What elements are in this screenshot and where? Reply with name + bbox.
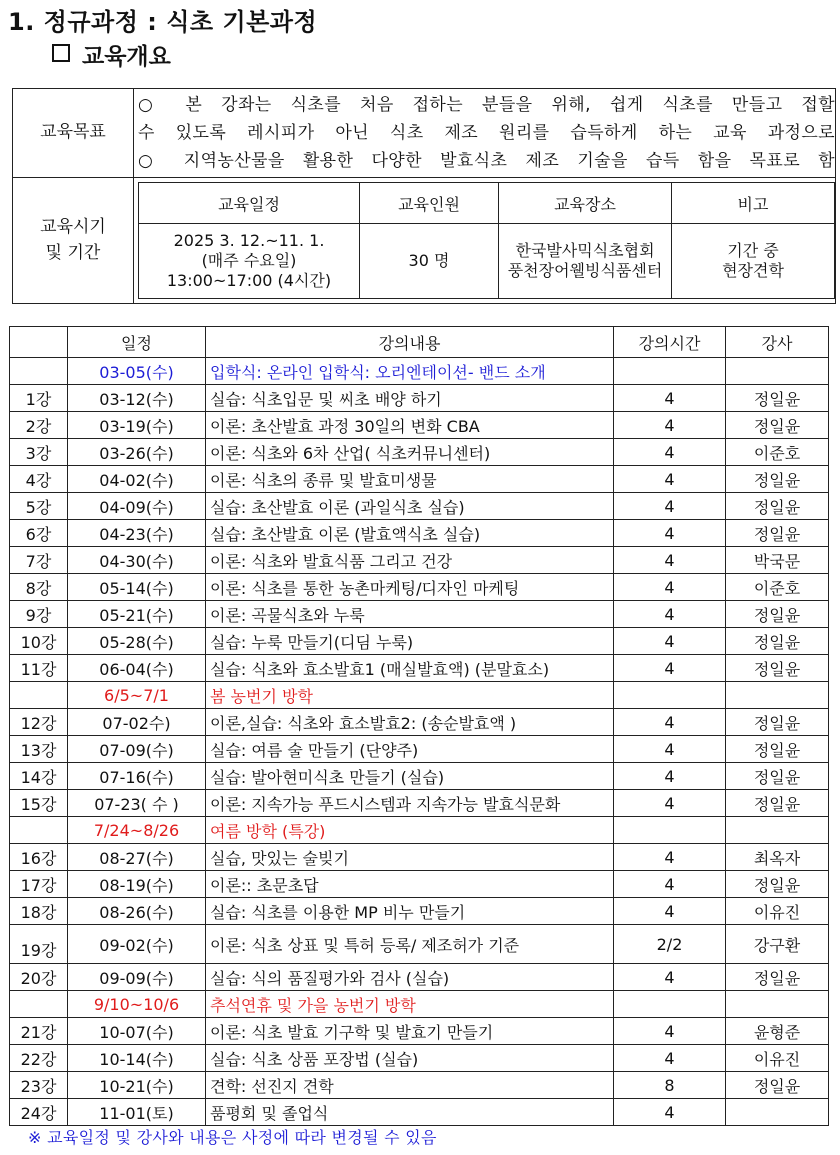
content-cell: 이론: 식초와 6차 산업( 식초커뮤니센터) — [206, 439, 614, 466]
content-cell: 입학식: 온라인 입학식: 오리엔테이션- 밴드 소개 — [206, 358, 614, 385]
table-row — [10, 709, 829, 736]
goal-line: ○ 지역농산물을 활용한 다양한 발효식초 제조 기술을 습득 함을 목표로 함 — [138, 151, 835, 171]
place-line: 풍천장어웰빙식품센터 — [507, 261, 663, 280]
goal-line: ○ 본 강좌는 식초를 처음 접하는 분들을 위해, 쉽게 식초를 만들고 접할 — [138, 95, 835, 115]
table-row — [10, 763, 829, 790]
hours-cell: 4 — [614, 964, 726, 991]
content-cell: 이론: 식초를 통한 농촌마케팅/디자인 마케팅 — [206, 574, 614, 601]
footnote: ※ 교육일정 및 강사와 내용은 사정에 따라 변경될 수 있음 — [28, 1128, 437, 1147]
date-cell: 10-07(수) — [68, 1018, 206, 1045]
lecture-number-cell: 3강 — [10, 439, 68, 466]
table-row — [10, 520, 829, 547]
content-cell: 이론: 식초의 종류 및 발효미생물 — [206, 466, 614, 493]
table-row — [10, 817, 829, 844]
table-row — [10, 412, 829, 439]
content-cell: 실습: 누룩 만들기(디딤 누룩) — [206, 628, 614, 655]
teacher-cell — [726, 817, 829, 844]
table-row — [10, 790, 829, 817]
table-row — [10, 466, 829, 493]
lecture-number-cell: 9강 — [10, 601, 68, 628]
teacher-cell: 윤형준 — [726, 1018, 829, 1045]
period-cell — [134, 178, 836, 304]
hours-cell: 4 — [614, 763, 726, 790]
date-cell: 7/24~8/26 — [68, 817, 206, 844]
table-row — [10, 925, 829, 964]
hours-cell: 4 — [614, 466, 726, 493]
lecture-number-cell: 17강 — [10, 871, 68, 898]
table-row — [10, 682, 829, 709]
period-inner-table — [138, 182, 835, 299]
table-row — [10, 844, 829, 871]
content-cell: 실습: 여름 술 만들기 (단양주) — [206, 736, 614, 763]
lecture-number-cell: 19강 — [10, 925, 68, 964]
schedule-line: (매주 수요일) — [201, 251, 297, 270]
content-cell: 실습: 발아현미식초 만들기 (실습) — [206, 763, 614, 790]
teacher-cell — [726, 991, 829, 1018]
lecture-number-cell: 5강 — [10, 493, 68, 520]
people-value: 30 명 — [360, 224, 499, 299]
hours-cell: 4 — [614, 493, 726, 520]
lecture-number-cell: 7강 — [10, 547, 68, 574]
lecture-number-cell: 13강 — [10, 736, 68, 763]
date-cell: 9/10~10/6 — [68, 991, 206, 1018]
content-cell: 이론: 곡물식초와 누룩 — [206, 601, 614, 628]
header-people: 교육인원 — [360, 183, 499, 224]
header-place: 교육장소 — [499, 183, 672, 224]
section-heading — [52, 38, 171, 71]
table-row — [10, 385, 829, 412]
date-cell: 03-26(수) — [68, 439, 206, 466]
teacher-cell: 정일윤 — [726, 412, 829, 439]
teacher-cell: 정일윤 — [726, 709, 829, 736]
date-cell: 04-30(수) — [68, 547, 206, 574]
table-row — [10, 991, 829, 1018]
schedule-table — [9, 326, 829, 1126]
teacher-cell: 정일윤 — [726, 736, 829, 763]
hours-cell: 4 — [614, 1045, 726, 1072]
lecture-number-cell: 8강 — [10, 574, 68, 601]
teacher-cell: 정일윤 — [726, 790, 829, 817]
teacher-cell — [726, 358, 829, 385]
header-cell: 강의내용 — [206, 327, 614, 358]
content-cell: 이론,실습: 식초와 효소발효2: (송순발효액 ) — [206, 709, 614, 736]
content-cell: 이론: 식초 상표 및 특허 등록/ 제조허가 기준 — [206, 925, 614, 964]
content-cell: 이론:: 초문초답 — [206, 871, 614, 898]
date-cell: 08-26(수) — [68, 898, 206, 925]
hours-cell: 4 — [614, 655, 726, 682]
header-remark: 비고 — [672, 183, 835, 224]
content-cell: 이론: 초산발효 과정 30일의 변화 CBA — [206, 412, 614, 439]
lecture-number-cell: 24강 — [10, 1099, 68, 1126]
teacher-cell: 정일윤 — [726, 763, 829, 790]
teacher-cell: 박국문 — [726, 547, 829, 574]
content-cell: 견학: 선진지 견학 — [206, 1072, 614, 1099]
lecture-number-cell — [10, 991, 68, 1018]
table-row — [10, 493, 829, 520]
date-cell: 04-23(수) — [68, 520, 206, 547]
table-row — [10, 898, 829, 925]
hours-cell: 4 — [614, 439, 726, 466]
place-value — [499, 224, 672, 299]
table-row — [10, 547, 829, 574]
remark-line: 기간 중 — [727, 241, 779, 260]
lecture-number-cell: 21강 — [10, 1018, 68, 1045]
content-cell: 추석연휴 및 가을 농번기 방학 — [206, 991, 614, 1018]
table-row — [10, 628, 829, 655]
teacher-cell: 정일윤 — [726, 493, 829, 520]
lecture-number-cell: 11강 — [10, 655, 68, 682]
hours-cell — [614, 682, 726, 709]
teacher-cell: 이유진 — [726, 898, 829, 925]
date-cell: 07-02수) — [68, 709, 206, 736]
lecture-number-cell: 14강 — [10, 763, 68, 790]
date-cell: 07-09(수) — [68, 736, 206, 763]
table-row — [10, 358, 829, 385]
period-label-line: 및 기간 — [45, 242, 101, 263]
table-row — [10, 655, 829, 682]
header-cell — [10, 327, 68, 358]
date-cell: 10-14(수) — [68, 1045, 206, 1072]
teacher-cell: 이준호 — [726, 574, 829, 601]
date-cell: 09-02(수) — [68, 925, 206, 964]
hours-cell: 4 — [614, 520, 726, 547]
lecture-number-cell — [10, 682, 68, 709]
teacher-cell: 이유진 — [726, 1045, 829, 1072]
hours-cell: 4 — [614, 412, 726, 439]
date-cell: 08-19(수) — [68, 871, 206, 898]
lecture-number-cell: 15강 — [10, 790, 68, 817]
hours-cell — [614, 991, 726, 1018]
goal-line: 수 있도록 레시피가 아닌 식초 제조 원리를 습득하게 하는 교육 과정으로 — [138, 123, 835, 143]
remark-line: 현장견학 — [722, 261, 784, 280]
lecture-number-cell: 23강 — [10, 1072, 68, 1099]
content-cell: 품평회 및 졸업식 — [206, 1099, 614, 1126]
hours-cell: 4 — [614, 736, 726, 763]
lecture-number-cell: 6강 — [10, 520, 68, 547]
schedule-value — [139, 224, 360, 299]
teacher-cell: 정일윤 — [726, 964, 829, 991]
header-cell: 일정 — [68, 327, 206, 358]
lecture-number-cell: 10강 — [10, 628, 68, 655]
remark-value — [672, 224, 835, 299]
table-row — [10, 1072, 829, 1099]
hours-cell — [614, 358, 726, 385]
hours-cell: 4 — [614, 547, 726, 574]
teacher-cell: 정일윤 — [726, 601, 829, 628]
lecture-number-cell: 22강 — [10, 1045, 68, 1072]
date-cell: 07-23( 수 ) — [68, 790, 206, 817]
table-row — [10, 871, 829, 898]
date-cell: 05-28(수) — [68, 628, 206, 655]
period-label — [13, 178, 134, 304]
content-cell: 실습: 식초입문 및 씨초 배양 하기 — [206, 385, 614, 412]
hours-cell: 2/2 — [614, 925, 726, 964]
header-schedule: 교육일정 — [139, 183, 360, 224]
lecture-number-cell — [10, 817, 68, 844]
date-cell: 10-21(수) — [68, 1072, 206, 1099]
lecture-number-cell: 1강 — [10, 385, 68, 412]
table-row — [10, 1099, 829, 1126]
place-line: 한국발사믹식초협회 — [515, 241, 655, 260]
date-cell: 03-12(수) — [68, 385, 206, 412]
lecture-number-cell: 20강 — [10, 964, 68, 991]
schedule-line: 13:00~17:00 (4시간) — [166, 271, 332, 290]
content-cell: 이론: 식초 발효 기구학 및 발효기 만들기 — [206, 1018, 614, 1045]
teacher-cell: 정일윤 — [726, 1072, 829, 1099]
content-cell: 여름 방학 (특강) — [206, 817, 614, 844]
hours-cell: 4 — [614, 385, 726, 412]
teacher-cell: 강구환 — [726, 925, 829, 964]
content-cell: 봄 농번기 방학 — [206, 682, 614, 709]
schedule-line: 2025 3. 12.~11. 1. — [173, 231, 325, 250]
header-cell: 강사 — [726, 327, 829, 358]
period-label-line: 교육시기 — [40, 217, 106, 237]
content-cell: 실습, 맛있는 술빚기 — [206, 844, 614, 871]
section-heading-text: 교육개요 — [82, 44, 171, 70]
teacher-cell: 정일윤 — [726, 655, 829, 682]
teacher-cell — [726, 1099, 829, 1126]
content-cell: 실습: 초산발효 이론 (발효액식초 실습) — [206, 520, 614, 547]
table-row — [10, 1045, 829, 1072]
hours-cell: 4 — [614, 1099, 726, 1126]
hours-cell: 4 — [614, 844, 726, 871]
date-cell: 07-16(수) — [68, 763, 206, 790]
hours-cell: 4 — [614, 574, 726, 601]
content-cell: 이론: 지속가능 푸드시스템과 지속가능 발효식문화 — [206, 790, 614, 817]
table-row — [10, 1018, 829, 1045]
hours-cell: 4 — [614, 628, 726, 655]
header-cell: 강의시간 — [614, 327, 726, 358]
teacher-cell: 정일윤 — [726, 871, 829, 898]
hours-cell: 4 — [614, 871, 726, 898]
date-cell: 03-05(수) — [68, 358, 206, 385]
hours-cell: 4 — [614, 709, 726, 736]
content-cell: 실습: 초산발효 이론 (과일식초 실습) — [206, 493, 614, 520]
table-row — [10, 439, 829, 466]
lecture-number-cell: 18강 — [10, 898, 68, 925]
date-cell: 04-09(수) — [68, 493, 206, 520]
hours-cell: 4 — [614, 601, 726, 628]
content-cell: 실습: 식초와 효소발효1 (매실발효액) (분말효소) — [206, 655, 614, 682]
date-cell: 04-02(수) — [68, 466, 206, 493]
teacher-cell: 정일윤 — [726, 520, 829, 547]
table-row — [10, 736, 829, 763]
goal-label: 교육목표 — [13, 89, 134, 178]
checkbox-bullet-icon — [52, 44, 70, 62]
lecture-number-cell: 4강 — [10, 466, 68, 493]
lecture-number-cell: 16강 — [10, 844, 68, 871]
page-title: 1. 정규과정 : 식초 기본과정 — [8, 8, 318, 36]
overview-table — [12, 88, 836, 304]
goal-text — [134, 89, 836, 178]
teacher-cell: 정일윤 — [726, 385, 829, 412]
teacher-cell: 이준호 — [726, 439, 829, 466]
date-cell: 08-27(수) — [68, 844, 206, 871]
lecture-number-cell: 2강 — [10, 412, 68, 439]
lecture-number-cell: 12강 — [10, 709, 68, 736]
content-cell: 실습: 식초를 이용한 MP 비누 만들기 — [206, 898, 614, 925]
teacher-cell: 최옥자 — [726, 844, 829, 871]
hours-cell: 4 — [614, 790, 726, 817]
table-row — [10, 574, 829, 601]
date-cell: 05-21(수) — [68, 601, 206, 628]
hours-cell: 4 — [614, 898, 726, 925]
date-cell: 11-01(토) — [68, 1099, 206, 1126]
schedule-header-row — [10, 327, 829, 358]
date-cell: 6/5~7/1 — [68, 682, 206, 709]
lecture-number-cell — [10, 358, 68, 385]
hours-cell — [614, 817, 726, 844]
content-cell: 실습: 식의 품질평가와 검사 (실습) — [206, 964, 614, 991]
content-cell: 실습: 식초 상품 포장법 (실습) — [206, 1045, 614, 1072]
date-cell: 03-19(수) — [68, 412, 206, 439]
date-cell: 09-09(수) — [68, 964, 206, 991]
date-cell: 05-14(수) — [68, 574, 206, 601]
teacher-cell — [726, 682, 829, 709]
content-cell: 이론: 식초와 발효식품 그리고 건강 — [206, 547, 614, 574]
table-row — [10, 601, 829, 628]
teacher-cell: 정일윤 — [726, 628, 829, 655]
date-cell: 06-04(수) — [68, 655, 206, 682]
teacher-cell: 정일윤 — [726, 466, 829, 493]
table-row — [10, 964, 829, 991]
hours-cell: 4 — [614, 1018, 726, 1045]
hours-cell: 8 — [614, 1072, 726, 1099]
